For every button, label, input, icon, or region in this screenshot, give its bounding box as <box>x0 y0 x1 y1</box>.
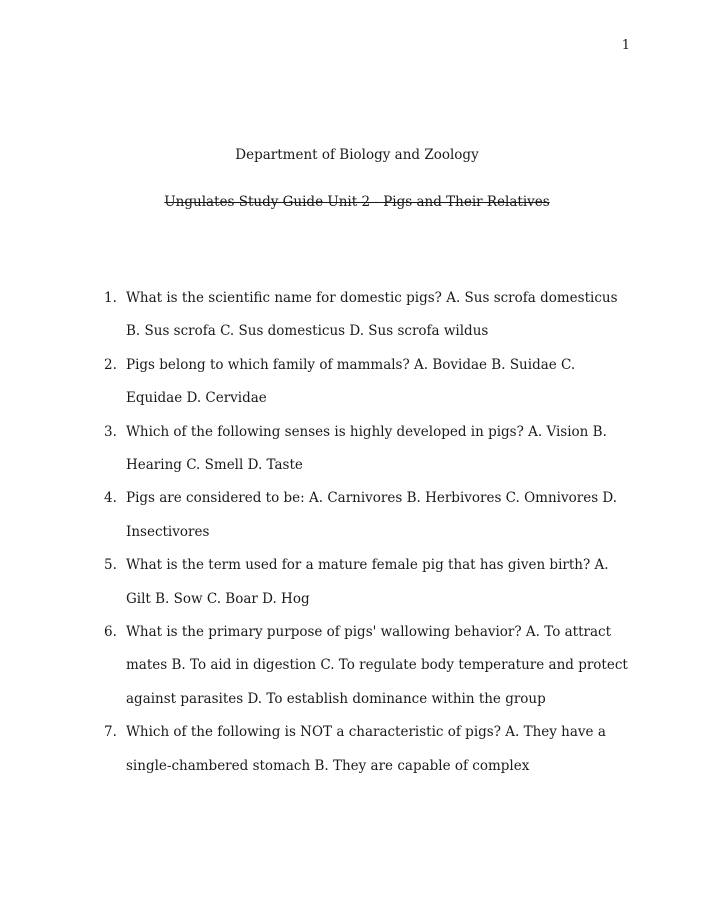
question-text: Pigs belong to which family of mammals? A. Bovidae B. Suidae C. Equidae D. Cervidae <box>126 356 576 407</box>
question-text: What is the term used for a mature female pig that has given birth? A. Gilt B. Sow C. Boar D. Hog <box>126 557 609 607</box>
question-number: 7. <box>104 724 117 741</box>
department-heading: Department of Biology and Zoology <box>235 147 479 163</box>
question-text: Which of the following senses is highly developed in pigs? A. Vision B. Hearing C. Smell D. Taste <box>126 423 607 474</box>
question-text: Which of the following is NOT a characteristic of pigs? A. They have a single-chambered stomach B. They are capable of complex <box>126 724 606 774</box>
question-text: What is the scientific name for domestic pigs? A. Sus scrofa domesticus B. Sus scrofa C. Sus domesticus D. Sus scrofa wildus <box>126 290 618 340</box>
question-item <box>104 482 632 549</box>
question-number: 5. <box>104 557 117 574</box>
study-guide-title: Ungulates Study Guide Unit 2 - Pigs and Their Relatives <box>164 194 550 210</box>
question-item <box>104 616 632 716</box>
question-number: 3. <box>104 423 117 440</box>
question-item <box>104 549 632 616</box>
question-item <box>104 716 632 783</box>
question-number: 1. <box>104 290 117 306</box>
question-item <box>104 282 632 349</box>
question-text: Pigs are considered to be: A. Carnivores B. Herbivores C. Omnivores D. Insectivores <box>126 490 618 540</box>
page-number: 1 <box>621 38 630 53</box>
question-number: 6. <box>104 624 117 641</box>
question-number: 2. <box>104 356 117 373</box>
question-item <box>104 416 632 483</box>
question-text: What is the primary purpose of pigs' wallowing behavior? A. To attract mates B. To aid in digestion C. To regulate body temperature and protect against parasites D. To establish dominance within the group <box>126 624 628 707</box>
question-item <box>104 349 632 416</box>
question-list <box>104 282 632 783</box>
question-number: 4. <box>104 490 117 507</box>
